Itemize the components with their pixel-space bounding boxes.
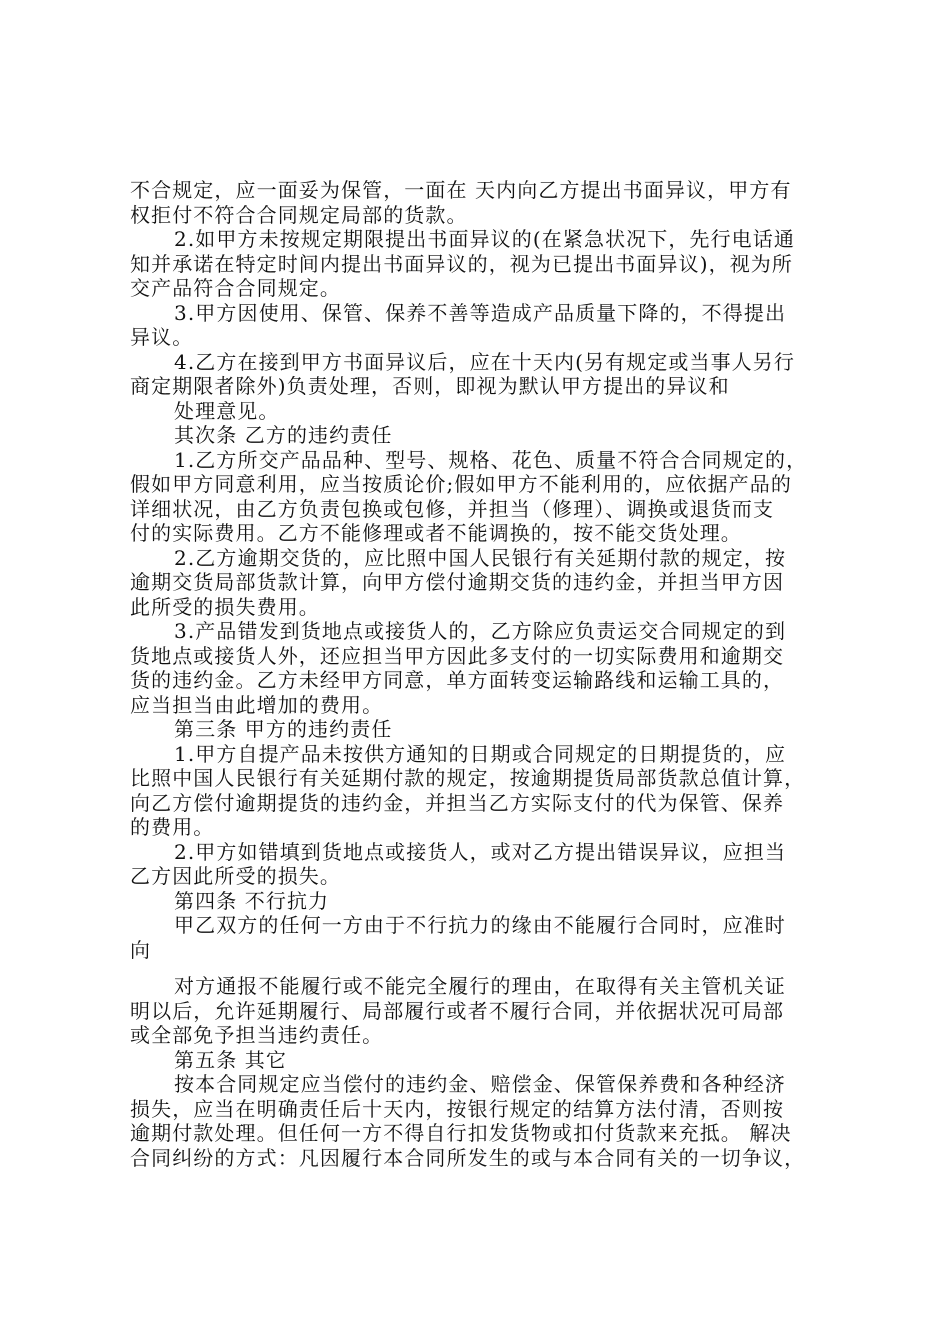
text-line: 向	[130, 937, 152, 962]
text-line: 逾期交货局部货款计算，向甲方偿付逾期交货的违约金，并担当甲方因	[130, 570, 785, 594]
text-line: 逾期付款处理。但任何一方不得自行扣发货物或扣付货款来充抵。 解决	[130, 1121, 792, 1145]
text-line: 权拒付不符合合同规定局部的货款。	[130, 202, 468, 227]
text-line: 货的违约金。乙方未经甲方同意，单方面转变运输路线和运输工具的，	[130, 668, 785, 692]
text-line: 按本合同规定应当偿付的违约金、赔偿金、保管保养费和各种经济	[174, 1072, 786, 1096]
paragraph-gap	[130, 962, 835, 974]
text-line: 第三条 甲方的违约责任	[174, 717, 393, 741]
text-line: 详细状况，由乙方负责包换或包修，并担当（修理）、调换或退货而支	[130, 496, 775, 521]
text-line: 交产品符合合同规定。	[130, 276, 341, 300]
text-line: 第四条 不行抗力	[174, 888, 330, 913]
text-line: 明以后，允许延期履行、局部履行或者不履行合同，并依据状况可局部	[130, 998, 785, 1023]
text-line: 其次条 乙方的违约责任	[174, 423, 393, 447]
text-line: 2.如甲方未按规定期限提出书面异议的(在紧急状况下，先行电话通	[174, 227, 795, 251]
text-line: 知并承诺在特定时间内提出书面异议的，视为已提出书面异议)，视为所	[130, 251, 794, 276]
text-line: 2.乙方逾期交货的，应比照中国人民银行有关延期付款的规定，按	[174, 545, 787, 570]
text-line: 合同纠纷的方式：凡因履行本合同所发生的或与本合同有关的一切争议，	[130, 1145, 806, 1170]
text-line: 的费用。	[130, 815, 215, 839]
text-line: 或全部免予担当违约责任。	[130, 1023, 384, 1047]
text-line: 1.甲方自提产品未按供方通知的日期或合同规定的日期提货的，应	[174, 741, 787, 766]
text-line: 假如甲方同意利用，应当按质论价;假如甲方不能利用的，应依据产品的	[130, 472, 792, 496]
contract-text-body	[130, 178, 835, 1170]
text-line: 3.甲方因使用、保管、保养不善等造成产品质量下降的，不得提出	[174, 300, 787, 325]
text-line: 对方通报不能履行或不能完全履行的理由，在取得有关主管机关证	[174, 974, 786, 998]
text-line: 甲乙双方的任何一方由于不行抗力的缘由不能履行合同时，应准时	[174, 913, 786, 937]
text-line: 比照中国人民银行有关延期付款的规定，按逾期提货局部货款总值计算，	[130, 766, 806, 790]
text-line: 2.甲方如错填到货地点或接货人，或对乙方提出错误异议，应担当	[174, 839, 787, 864]
text-line: 应当担当由此增加的费用。	[130, 692, 384, 717]
text-line: 损失，应当在明确责任后十天内，按银行规定的结算方法付清，否则按	[130, 1096, 785, 1121]
text-line: 向乙方偿付逾期提货的违约金，并担当乙方实际支付的代为保管、保养	[130, 790, 785, 815]
text-line: 处理意见。	[174, 398, 280, 423]
text-line: 不合规定，应一面妥为保管，一面在 天内向乙方提出书面异议，甲方有	[130, 178, 792, 202]
text-line: 货地点或接货人外，还应担当甲方因此多支付的一切实际费用和逾期交	[130, 643, 785, 668]
text-line: 3.产品错发到货地点或接货人的，乙方除应负责运交合同规定的到	[174, 619, 787, 643]
text-line: 此所受的损失费用。	[130, 594, 320, 619]
text-line: 1.乙方所交产品品种、型号、规格、花色、质量不符合合同规定的，	[174, 447, 808, 472]
text-line: 乙方因此所受的损失。	[130, 864, 341, 888]
text-line: 第五条 其它	[174, 1047, 287, 1072]
text-line: 异议。	[130, 325, 194, 349]
text-line: 4.乙方在接到甲方书面异议后，应在十天内(另有规定或当事人另行	[174, 349, 795, 374]
text-line: 付的实际费用。乙方不能修理或者不能调换的，按不能交货处理。	[130, 521, 742, 545]
text-line: 商定期限者除外)负责处理，否则，即视为默认甲方提出的异议和	[130, 374, 730, 398]
